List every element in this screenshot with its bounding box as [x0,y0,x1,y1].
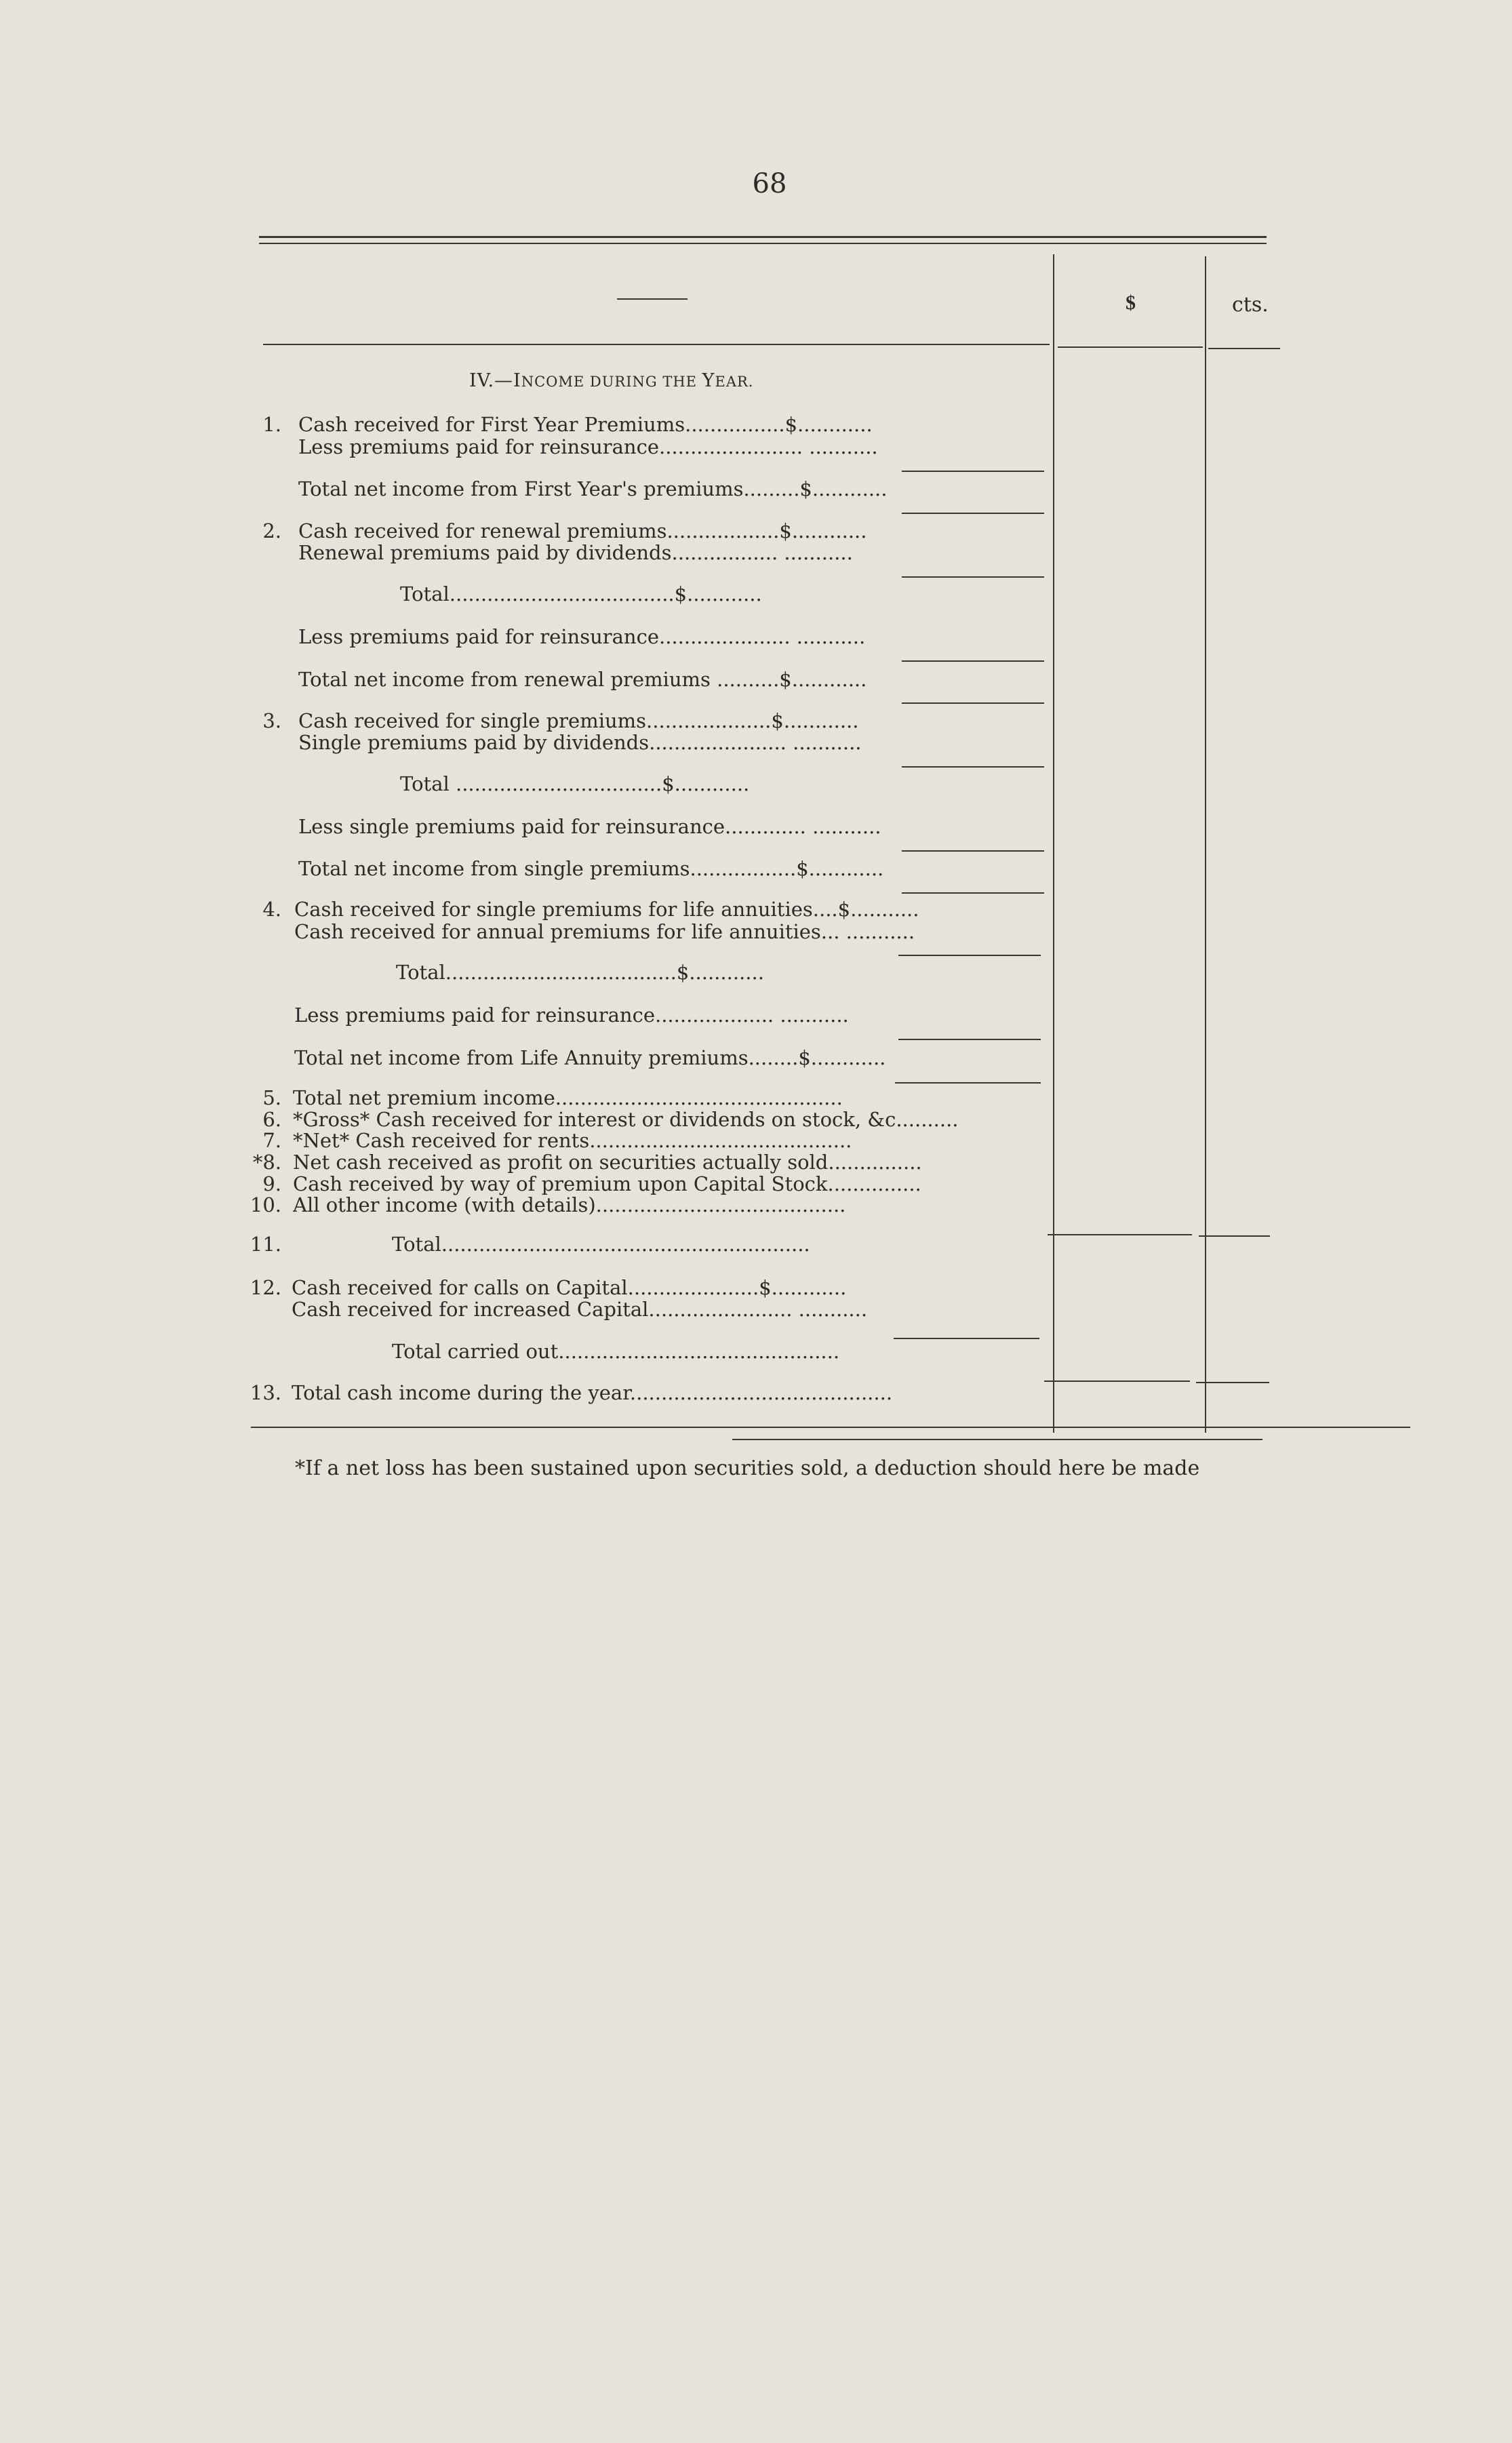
subtotal-rule [902,850,1044,852]
row-line: Cash received for single premiums....................$............ [298,709,859,732]
section-title-small-caps-2: EAR. [715,374,754,390]
row-line: Renewal premiums paid by dividends................. ........... [298,541,853,564]
subtotal-rule [902,660,1044,662]
section-title [469,370,753,391]
row-line: Cash received for annual premiums for life annuities... ........... [294,920,915,943]
page-number: 68 [752,168,787,199]
row-line: Cash received for First Year Premiums................$............ [298,413,873,436]
row-number: 7. [262,1129,281,1152]
row-line: Total .................................$............ [400,772,750,795]
header-bottom-rule [263,344,1050,345]
subtotal-rule [898,1039,1041,1040]
cents-total-rule [1199,1235,1270,1237]
row-line: Total net income from First Year's premiums.........$............ [298,477,888,500]
subtotal-rule [898,955,1041,956]
section-title-small-caps: NCOME DURING THE [521,374,702,390]
row-line: Total....................................$............ [400,582,762,605]
dollar-column-header: $ [1126,292,1136,314]
header-dash [617,298,688,300]
row-line: Less premiums paid for reinsurance................... ........... [294,1004,849,1027]
row-number: 9. [262,1172,281,1195]
subtotal-rule [902,513,1044,514]
row-line: All other income (with details)........................................ [293,1193,846,1216]
row-line: Cash received for calls on Capital.....................$............ [292,1276,847,1299]
row-line: Total net income from single premiums.................$............ [298,857,884,880]
row-line: *Gross* Cash received for interest or dividends on stock, &c.......... [293,1108,959,1131]
row-line: Total net premium income.............................................. [293,1086,843,1109]
bottom-rule [251,1427,1410,1428]
section-title-cap: I [513,370,521,391]
section-title-cap-2: Y [702,370,715,391]
dollar-column-right-rule [1205,256,1206,1433]
header-bottom-rule-cents [1208,348,1280,349]
row-number: 4. [262,898,281,921]
subtotal-rule [902,892,1044,894]
row-number: 12. [250,1276,281,1299]
dollar-final-rule [1044,1381,1190,1382]
row-number: 5. [262,1086,281,1109]
subtotal-rule [895,1082,1041,1084]
footnote: *If a net loss has been sustained upon securities sold, a deduction should here be made [295,1456,1200,1480]
top-rule [259,236,1267,238]
row-number: 2. [262,519,281,542]
row-line: Total........................................................... [392,1233,810,1256]
row-line: Cash received for renewal premiums..................$............ [298,519,867,542]
row-line: Less premiums paid for reinsurance....................... ........... [298,435,878,458]
subtotal-rule [902,702,1044,704]
dollar-column-left-rule [1053,254,1054,1433]
row-number: *8. [252,1151,281,1174]
top-rule-2 [259,243,1267,244]
dollar-total-rule [1048,1234,1192,1235]
row-number: 10. [250,1193,281,1216]
row-number: 13. [250,1381,281,1404]
cents-column-header: cts. [1232,293,1269,317]
bottom-rule-2 [732,1439,1262,1440]
row-line: Single premiums paid by dividends...................... ........... [298,731,862,754]
row-line: Less premiums paid for reinsurance..................... ........... [298,625,866,648]
subtotal-rule [902,576,1044,578]
row-line: Cash received by way of premium upon Capital Stock............... [293,1172,921,1195]
header-bottom-rule-dollar [1058,346,1203,348]
row-line: *Net* Cash received for rents.......................................... [293,1129,852,1152]
subtotal-rule [902,766,1044,768]
row-line: Total net income from Life Annuity premiums........$............ [294,1046,886,1069]
row-number: 11. [250,1233,281,1256]
row-line: Total cash income during the year.......................................... [292,1381,893,1404]
row-line: Total net income from renewal premiums ..........$............ [298,668,867,691]
row-line: Net cash received as profit on securities actually sold............... [293,1151,922,1174]
row-number: 3. [262,709,281,732]
subtotal-rule [902,471,1044,472]
row-line: Cash received for increased Capital....................... ........... [292,1298,868,1321]
cents-final-rule [1196,1382,1269,1383]
row-number: 6. [262,1108,281,1131]
row-line: Total carried out............................................. [392,1340,840,1363]
section-roman-numeral: IV.— [469,370,514,391]
row-line: Total.....................................$............ [396,961,764,984]
row-line: Cash received for single premiums for life annuities....$........... [294,898,919,921]
row-number: 1. [262,413,281,436]
row-line: Less single premiums paid for reinsurance............. ........... [298,815,881,838]
